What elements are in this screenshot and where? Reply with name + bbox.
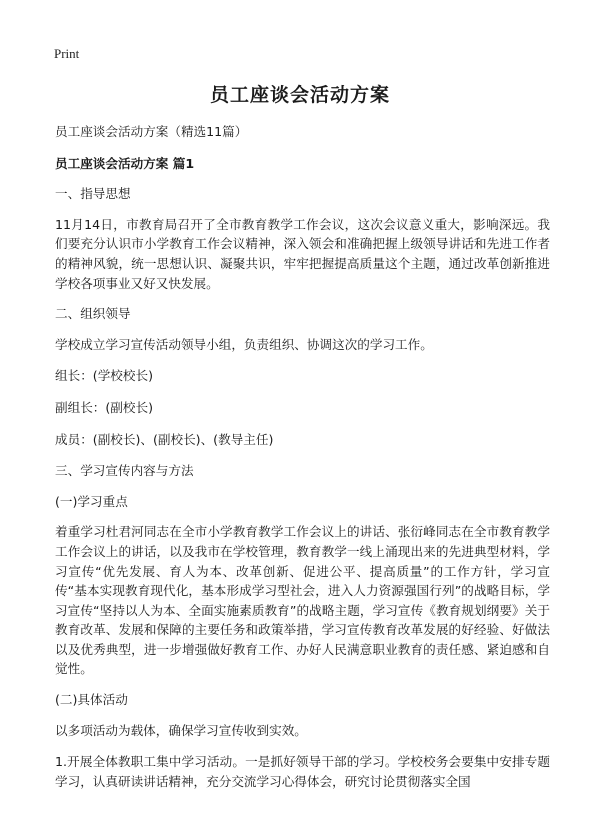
paragraph-organization: 学校成立学习宣传活动领导小组，负责组织、协调这次的学习工作。: [55, 336, 433, 352]
section-heading: 员工座谈会活动方案 篇1: [55, 155, 195, 171]
paragraph-activities-intro: 以多项活动为载体，确保学习宣传收到实效。: [55, 722, 307, 738]
paragraph-guiding-ideology: 11月14日，市教育局召开了全市教育教学工作会议，这次会议意义重大，影响深远。我们要充分认识市小学教育工作会议精神，深入领会和准确把握上级领导讲话和先进工作者的精神风貌，统一思想认识、凝聚共识，牢牢把握提高质量这个主题，通过改革创新推进学校各项事业又好又快发展。: [55, 216, 550, 291]
print-link[interactable]: Print: [54, 46, 80, 61]
paragraph-key-points: 着重学习杜君河同志在全市小学教育教学工作会议上的讲话、张衍峰同志在全市教育教学工作会议上的讲话，以及我市在学校管理，教育教学一线上涌现出来的先进典型材料，学习宣传“优先发展、育人为本、改革创新、促进公平、提高质量”的工作方针，学习宣传“基本实现教育现代化，基本形成学习型社会，进入人力资源强国行列”的战略目标，学习宣传“坚持以人为本、全面实施素质教育”的战略主题，学习宣传《教育规划纲要》关于教育改革、发展和保障的主要任务和政策举措，学习宣传教育改革发展的好经验、好做法以及优秀典型，进一步增强做好教育工作、办好人民满意职业教育的责任感、紧迫感和自觉性。: [55, 524, 550, 677]
document-title: 员工座谈会活动方案: [209, 84, 390, 106]
subheading-activities: (二)具体活动: [55, 692, 128, 708]
heading-content-methods: 三、学习宣传内容与方法: [55, 463, 194, 479]
paragraph-activity-1: 1.开展全体教职工集中学习活动。一是抓好领导干部的学习。学校校务会要集中安排专题学习，认真研读讲话精神，充分交流学习心得体会，研究讨论贯彻落实全国: [55, 754, 550, 789]
heading-organization: 二、组织领导: [55, 306, 131, 322]
subheading-key-points: (一)学习重点: [55, 493, 128, 509]
members-line: 成员：(副校长)、(副校长)、(教导主任): [55, 431, 274, 447]
heading-guiding-ideology: 一、指导思想: [55, 186, 131, 202]
deputy-leader-line: 副组长：(副校长): [55, 399, 153, 415]
document-body: [55, 122, 550, 802]
leader-line: 组长：(学校校长): [55, 368, 153, 384]
document-subtitle: 员工座谈会活动方案（精选11篇）: [55, 124, 248, 139]
